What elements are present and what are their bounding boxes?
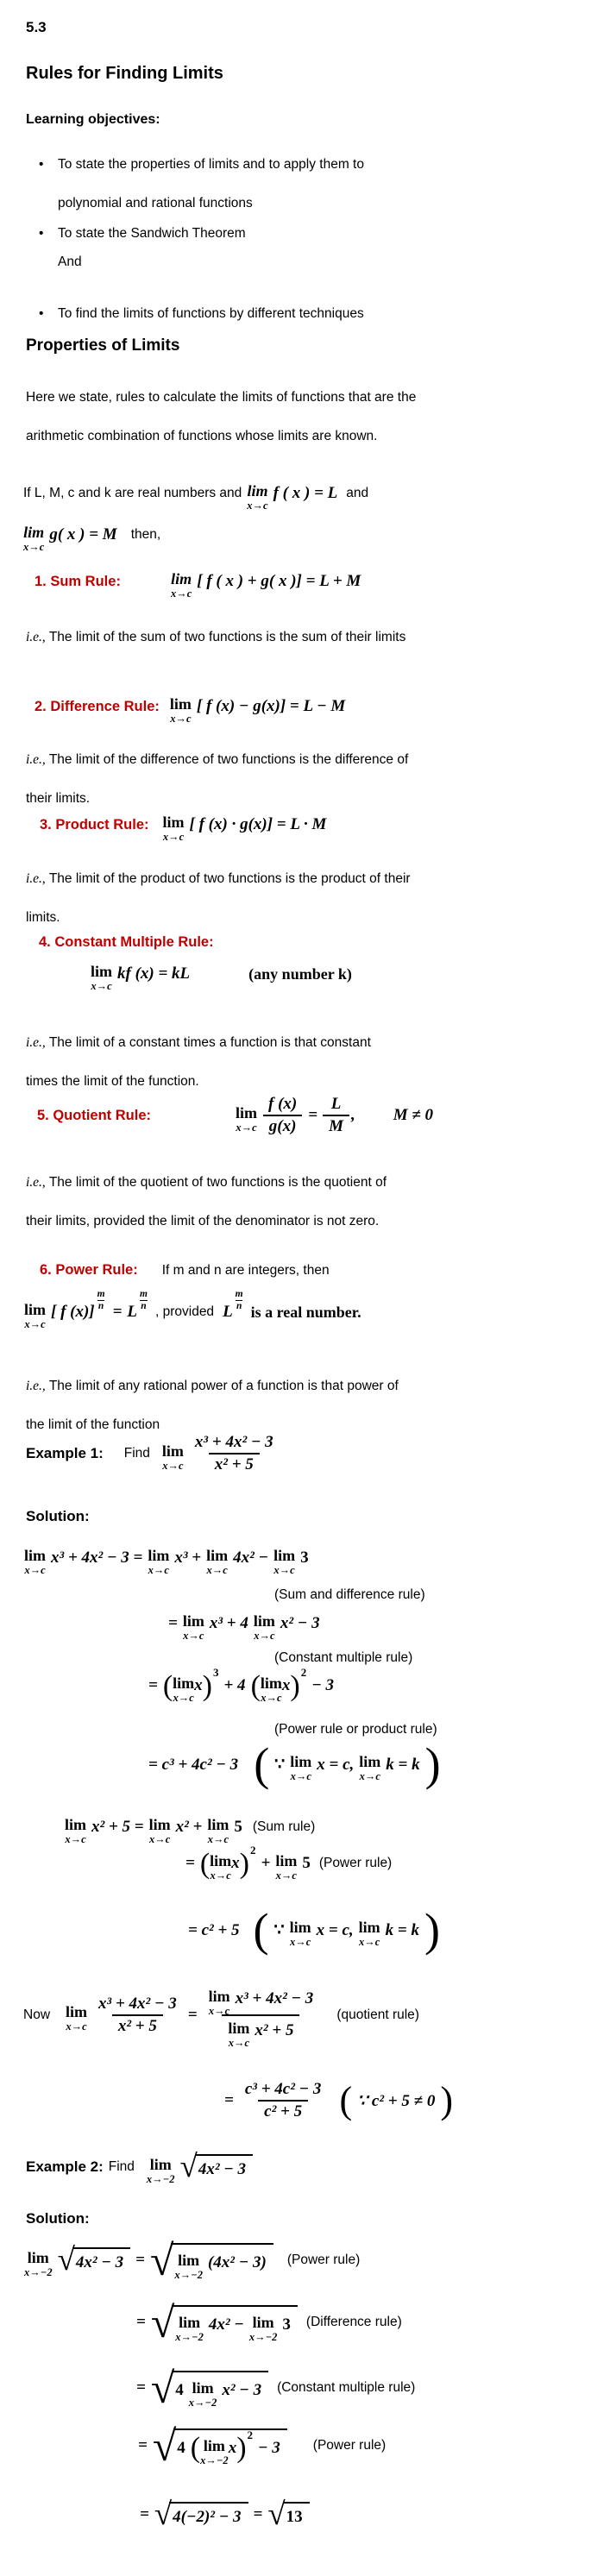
lim-operator: lim x→c [206,1547,229,1576]
lim-operator: lim x→−2 [200,2436,229,2466]
provided-text: , provided [154,1304,215,1320]
lim-operator: lim x→c [275,1852,298,1882]
math-fragment: x = c, [317,1755,355,1774]
square-root [149,2236,273,2284]
fraction [262,1094,303,1137]
math-fragment: x² + [175,1818,203,1837]
square-root [152,2422,287,2470]
fraction-numerator: f (x) [268,1095,298,1113]
math-fragment: x³ + 4 [209,1614,248,1633]
lim-operator: lim x→−2 [24,2248,53,2278]
lim-operator: lim x→c [170,570,192,600]
objective-bullet-2 [39,214,246,253]
properties-heading: Properties of Limits [26,336,180,355]
lim-operator: lim x→c [24,1301,46,1330]
rule-annotation: (Power rule) [312,2438,387,2453]
math-fragment: x [231,1854,240,1873]
math-fragment: 4x² − [208,2315,244,2334]
derivation-line [23,1984,419,2049]
parenthesized-limit [162,1666,219,1704]
rule-difference-note-text: The limit of the difference of two functions is the difference of their limits. [26,752,409,806]
preamble-text: If L, M, c and k are real numbers and [23,486,242,501]
solution-heading: Solution: [26,1508,90,1524]
lim-operator: lim x→c [148,1816,171,1845]
derivation-line [185,1844,393,1882]
lim-operator: lim x→c [253,1612,275,1642]
lim-operator: lim x→c [359,1753,381,1783]
paren-open: ( [250,1669,261,1702]
math-fragment: x² − 3 [280,1614,320,1633]
paren-open: ( [253,1904,269,1956]
preamble-g-equation: g( x ) = M [49,525,117,544]
lim-operator: lim x→c [228,2019,250,2049]
radicand: 4x² − 3 [75,2253,124,2271]
rule-sum-label: 1. Sum Rule: [35,573,121,589]
fraction-denominator: x² + 5 [112,2014,163,2037]
rule-sum-formula: [ f ( x ) + g( x )] = L + M [197,572,361,591]
math-fragment: 3 [300,1549,309,1568]
radical-sign: √ [57,2242,75,2278]
solution-heading: Solution: [26,2210,90,2227]
fraction-numerator: x³ + 4x² − 3 [98,1994,177,2013]
derivation-line [65,1813,316,1845]
derivation-line [140,2497,310,2532]
exponent: 3 [212,1666,219,1680]
lim-operator: lim x→c [148,1547,170,1576]
lim-operator: lim x→c [273,1547,296,1576]
radical-sign: √ [149,2236,174,2284]
lim-operator: lim x→c [161,1442,184,1472]
constant-multiple-equation: kf (x) = kL [117,964,191,983]
paren-open: ( [254,1738,270,1790]
derivation-line [24,2236,361,2284]
radicand: 4x² − 3 [198,2160,247,2179]
paren-open: ( [162,1669,173,1702]
rule-difference [35,693,346,725]
derivation-line [148,1666,334,1704]
equals-sign: = [253,2504,263,2523]
lim-operator: lim x→c [162,814,185,843]
ie-label: i.e., [26,1175,46,1190]
fraction-numerator: c³ + 4c² − 3 [244,2080,322,2098]
lim-operator: lim x→c [290,1753,312,1783]
parenthesized-limit [190,2428,254,2466]
exponent-fraction: m n [97,1288,105,1311]
ie-label: i.e., [26,1379,46,1393]
equals-sign: = [168,1614,178,1633]
math-fragment: x³ + 4x² − 3 [235,1989,314,2008]
objective-bullet-3 [39,294,364,333]
math-fragment: 3 [282,2315,291,2334]
objective-bullet-1 [39,145,410,223]
lim-operator: lim x→c [169,695,192,725]
lim-operator: lim x→c [24,1547,46,1576]
rule-sum-note-text: The limit of the sum of two functions is the sum of their limits [48,630,406,644]
rule-product-formula: [ f (x) · g(x)] = L · M [189,815,327,834]
rule-quotient-note [26,1163,388,1241]
paren-open: ( [199,1847,211,1880]
exponent: 2 [300,1666,307,1680]
rule-quotient [37,1094,433,1137]
rule-annotation: (Constant multiple rule) [274,1650,413,1665]
find-text: Find [123,1446,150,1461]
comma: , [350,1106,355,1124]
preamble-line-2 [23,521,161,553]
objective-bullet-3-text: To find the limits of functions by different techniques [58,306,364,321]
radicand: 4(−2)² − 3 [173,2507,242,2526]
lim-operator: lim x→−2 [188,2378,217,2409]
example-2-label: Example 2: [26,2158,104,2176]
real-number-text: is a real number. [250,1303,361,1321]
math-fragment: x = c, [316,1920,354,1939]
equals-sign: = [138,2436,148,2454]
fraction-denominator: g(x) [263,1115,303,1137]
paren-close: ) [424,1738,441,1790]
ie-label: i.e., [26,630,46,644]
radical-sign: √ [154,2497,173,2532]
math-fragment: x³ + 4x² − 3 = [51,1549,143,1568]
lim-operator: lim x→−2 [175,2313,204,2343]
radical-sign: √ [152,2422,177,2470]
fraction-numerator: L [330,1095,342,1113]
preamble-and: and [346,486,369,501]
derivation-line [168,1610,320,1642]
radicand: 13 [286,2507,303,2526]
math-fragment: x² + 5 = [91,1818,144,1837]
rule-product-note [26,859,431,937]
and-label: And [58,254,82,269]
fraction-denominator: c² + 5 [258,2100,308,2122]
rule-annotation: (Sum rule) [252,1819,316,1835]
equals-sign: = [187,2005,198,2024]
lim-operator: lim x→c [91,963,112,992]
rule-constant-multiple-formula [91,960,352,992]
math-fragment: + [261,1854,271,1873]
find-text: Find [108,2159,135,2175]
rule-annotation: (Constant multiple rule) [277,2380,416,2395]
ie-label: i.e., [26,1035,46,1050]
lim-operator: lim x→c [210,1852,232,1882]
paren-close: ) [290,1669,300,1702]
equals-sign: = [140,2504,149,2523]
lim-operator: lim x→c [208,1988,230,2017]
lim-operator: lim x→c [65,1816,86,1845]
exponent-fraction: m n [235,1288,243,1311]
math-fragment: 4 [175,2381,184,2399]
bullet-marker: • [39,226,44,241]
because-symbol: ∵ [274,1756,286,1775]
math-fragment: ∵ c² + 5 ≠ 0 [357,2091,436,2110]
rule-sum-note [26,618,440,657]
rule-product [40,811,327,843]
paren-close: ) [239,1847,249,1880]
fraction [92,1994,183,2037]
lim-operator: lim x→−2 [174,2251,203,2281]
fraction-denominator [222,2014,299,2049]
math-fragment: x³ + [174,1549,202,1568]
square-root [179,2149,254,2185]
rule-quotient-note-text: The limit of the quotient of two functions is the quotient of their limits, provided the limit of the denominator is not zero. [26,1175,387,1228]
math-fragment: k = k [385,1920,419,1939]
equals-sign: = [185,1854,195,1873]
lim-operator: lim x→c [289,1919,311,1949]
rule-annotation: (Sum and difference rule) [274,1587,425,1602]
math-fragment: x² − 3 [222,2381,262,2399]
exponent: 2 [247,2428,254,2441]
preamble-f-equation: f ( x ) = L [273,484,338,503]
equals-sign: = [224,2091,234,2109]
math-fragment: k = k [386,1755,420,1774]
bullet-marker: • [39,306,44,321]
math-fragment: x [281,1676,291,1695]
square-root [150,2298,298,2347]
parenthesized-limit [250,1666,307,1704]
derivation-line [136,2298,402,2347]
rule-power-label: 6. Power Rule: [40,1262,138,1278]
fraction [189,1432,280,1475]
derivation-line [136,2364,416,2412]
power-condition: L m n [223,1288,243,1322]
paren-close: ) [440,2079,453,2122]
math-fragment: x² + 5 [255,2020,294,2039]
example-1-heading [26,1432,280,1475]
lim-operator: lim x→c [23,524,45,553]
derivation-line [24,1544,309,1576]
quotient-condition: M ≠ 0 [393,1106,434,1124]
lim-operator: lim x→c [66,2003,88,2033]
preamble-line-1 [23,480,369,512]
power-result: L m n [127,1288,148,1322]
equals-sign: = [135,2251,145,2269]
example-1-label: Example 1: [26,1445,104,1461]
rule-constant-multiple-note-text: The limit of a constant times a function is that constant times the limit of the function. [26,1035,371,1089]
equals-sign: = [112,1303,123,1322]
fraction-numerator [203,1984,320,2017]
lim-operator: lim x→c [182,1612,204,1642]
objectives-heading: Learning objectives: [26,112,160,127]
section-number: 5.3 [26,19,47,35]
radical-sign: √ [267,2497,286,2532]
fraction-denominator: x² + 5 [209,1453,260,1475]
math-fragment: − 3 [311,1676,334,1695]
rule-difference-note [26,740,418,818]
paren-open: ( [190,2432,201,2465]
rule-annotation: (Power rule) [318,1856,393,1871]
math-fragment: − 3 [258,2439,280,2457]
rule-product-note-text: The limit of the product of two functions is the product of their limits. [26,871,411,925]
math-fragment: = c³ + 4c² − 3 [148,1755,239,1774]
math-fragment: 5 [234,1818,242,1837]
square-root [267,2497,309,2532]
exponent-fraction: m n [140,1288,148,1311]
lim-operator: lim x→c [236,1103,257,1134]
equals-sign: = [136,2378,146,2397]
rule-power-note-text: The limit of any rational power of a function is that power of the limit of the function [26,1379,399,1432]
lim-operator: lim x→c [173,1674,195,1704]
paren-close: ) [424,1904,440,1956]
math-fragment: 4x² − [233,1549,269,1568]
lim-operator: lim x→c [207,1816,229,1845]
equals-sign: = [308,1106,318,1124]
rule-difference-label: 2. Difference Rule: [35,698,160,714]
derivation-line [188,1904,440,1956]
rule-annotation: (Difference rule) [305,2315,402,2329]
objective-bullet-1-text: To state the properties of limits and to apply them to polynomial and rational functions [58,157,364,210]
radical-sign: √ [150,2364,175,2412]
rule-power-intro: If m and n are integers, then [161,1262,330,1278]
derivation-line [148,1738,441,1790]
example-2-heading [26,2149,253,2185]
ie-label: i.e., [26,752,46,767]
derivation-line [224,2079,453,2122]
rule-constant-multiple-note [26,1023,384,1101]
math-fragment: 4 [177,2439,185,2457]
radical-sign: √ [150,2298,175,2347]
bullet-marker: • [39,157,44,172]
paren-close: ) [202,1669,212,1702]
square-root [150,2364,268,2412]
lim-operator: lim x→c [260,1674,282,1704]
derivation-line [138,2422,387,2470]
lim-operator: lim x→c [247,482,268,512]
square-root [154,2497,248,2532]
math-fragment: x [228,2439,237,2457]
rule-sum [35,568,361,600]
equals-sign: = [148,1676,158,1695]
rule-power-formula [24,1288,361,1330]
fraction-denominator: M [323,1115,349,1137]
rule-difference-formula: [ f (x) − g(x)] = L − M [196,697,346,716]
fraction-numerator: x³ + 4x² − 3 [194,1433,273,1451]
rule-annotation: (Power rule or product rule) [274,1722,437,1737]
rule-product-label: 3. Product Rule: [40,816,149,832]
paren-close: ) [236,2432,247,2465]
math-fragment: + 4 [223,1676,246,1695]
math-fragment: = c² + 5 [188,1920,240,1939]
parenthesized-limit [199,1844,256,1882]
rule-power-heading [40,1262,330,1279]
objective-bullet-2-text: To state the Sandwich Theorem [58,226,246,241]
lim-operator: lim x→−2 [146,2156,175,2185]
exponent: 2 [249,1844,256,1857]
equals-sign: = [136,2313,146,2331]
ie-label: i.e., [26,871,46,886]
fraction [203,1984,320,2049]
page-title: Rules for Finding Limits [26,64,223,83]
intro-paragraph: Here we state, rules to calculate the limits of functions that are the arithmetic combination of functions whose limits are known. [26,390,417,443]
fraction [239,2079,328,2122]
math-fragment: x [194,1676,203,1695]
because-symbol: ∵ [273,1921,285,1940]
rule-annotation: (quotient rule) [336,2007,419,2022]
rule-annotation: (Power rule) [286,2252,361,2267]
any-number-note: (any number k) [248,964,352,983]
preamble-then: then, [130,527,161,543]
radicand: (4x² − 3) [207,2253,267,2271]
rule-quotient-label: 5. Quotient Rule: [37,1107,151,1123]
math-fragment: 5 [302,1854,311,1873]
now-text: Now [23,2007,51,2022]
power-base: [ f (x)] m n [51,1288,105,1322]
square-root [57,2242,131,2278]
lim-operator: lim x→c [358,1919,380,1949]
rule-constant-multiple-label: 4. Constant Multiple Rule: [39,934,214,950]
radical-sign: √ [179,2149,198,2185]
fraction [323,1094,349,1137]
lim-operator: lim x→−2 [248,2313,278,2343]
paren-open: ( [339,2079,353,2122]
